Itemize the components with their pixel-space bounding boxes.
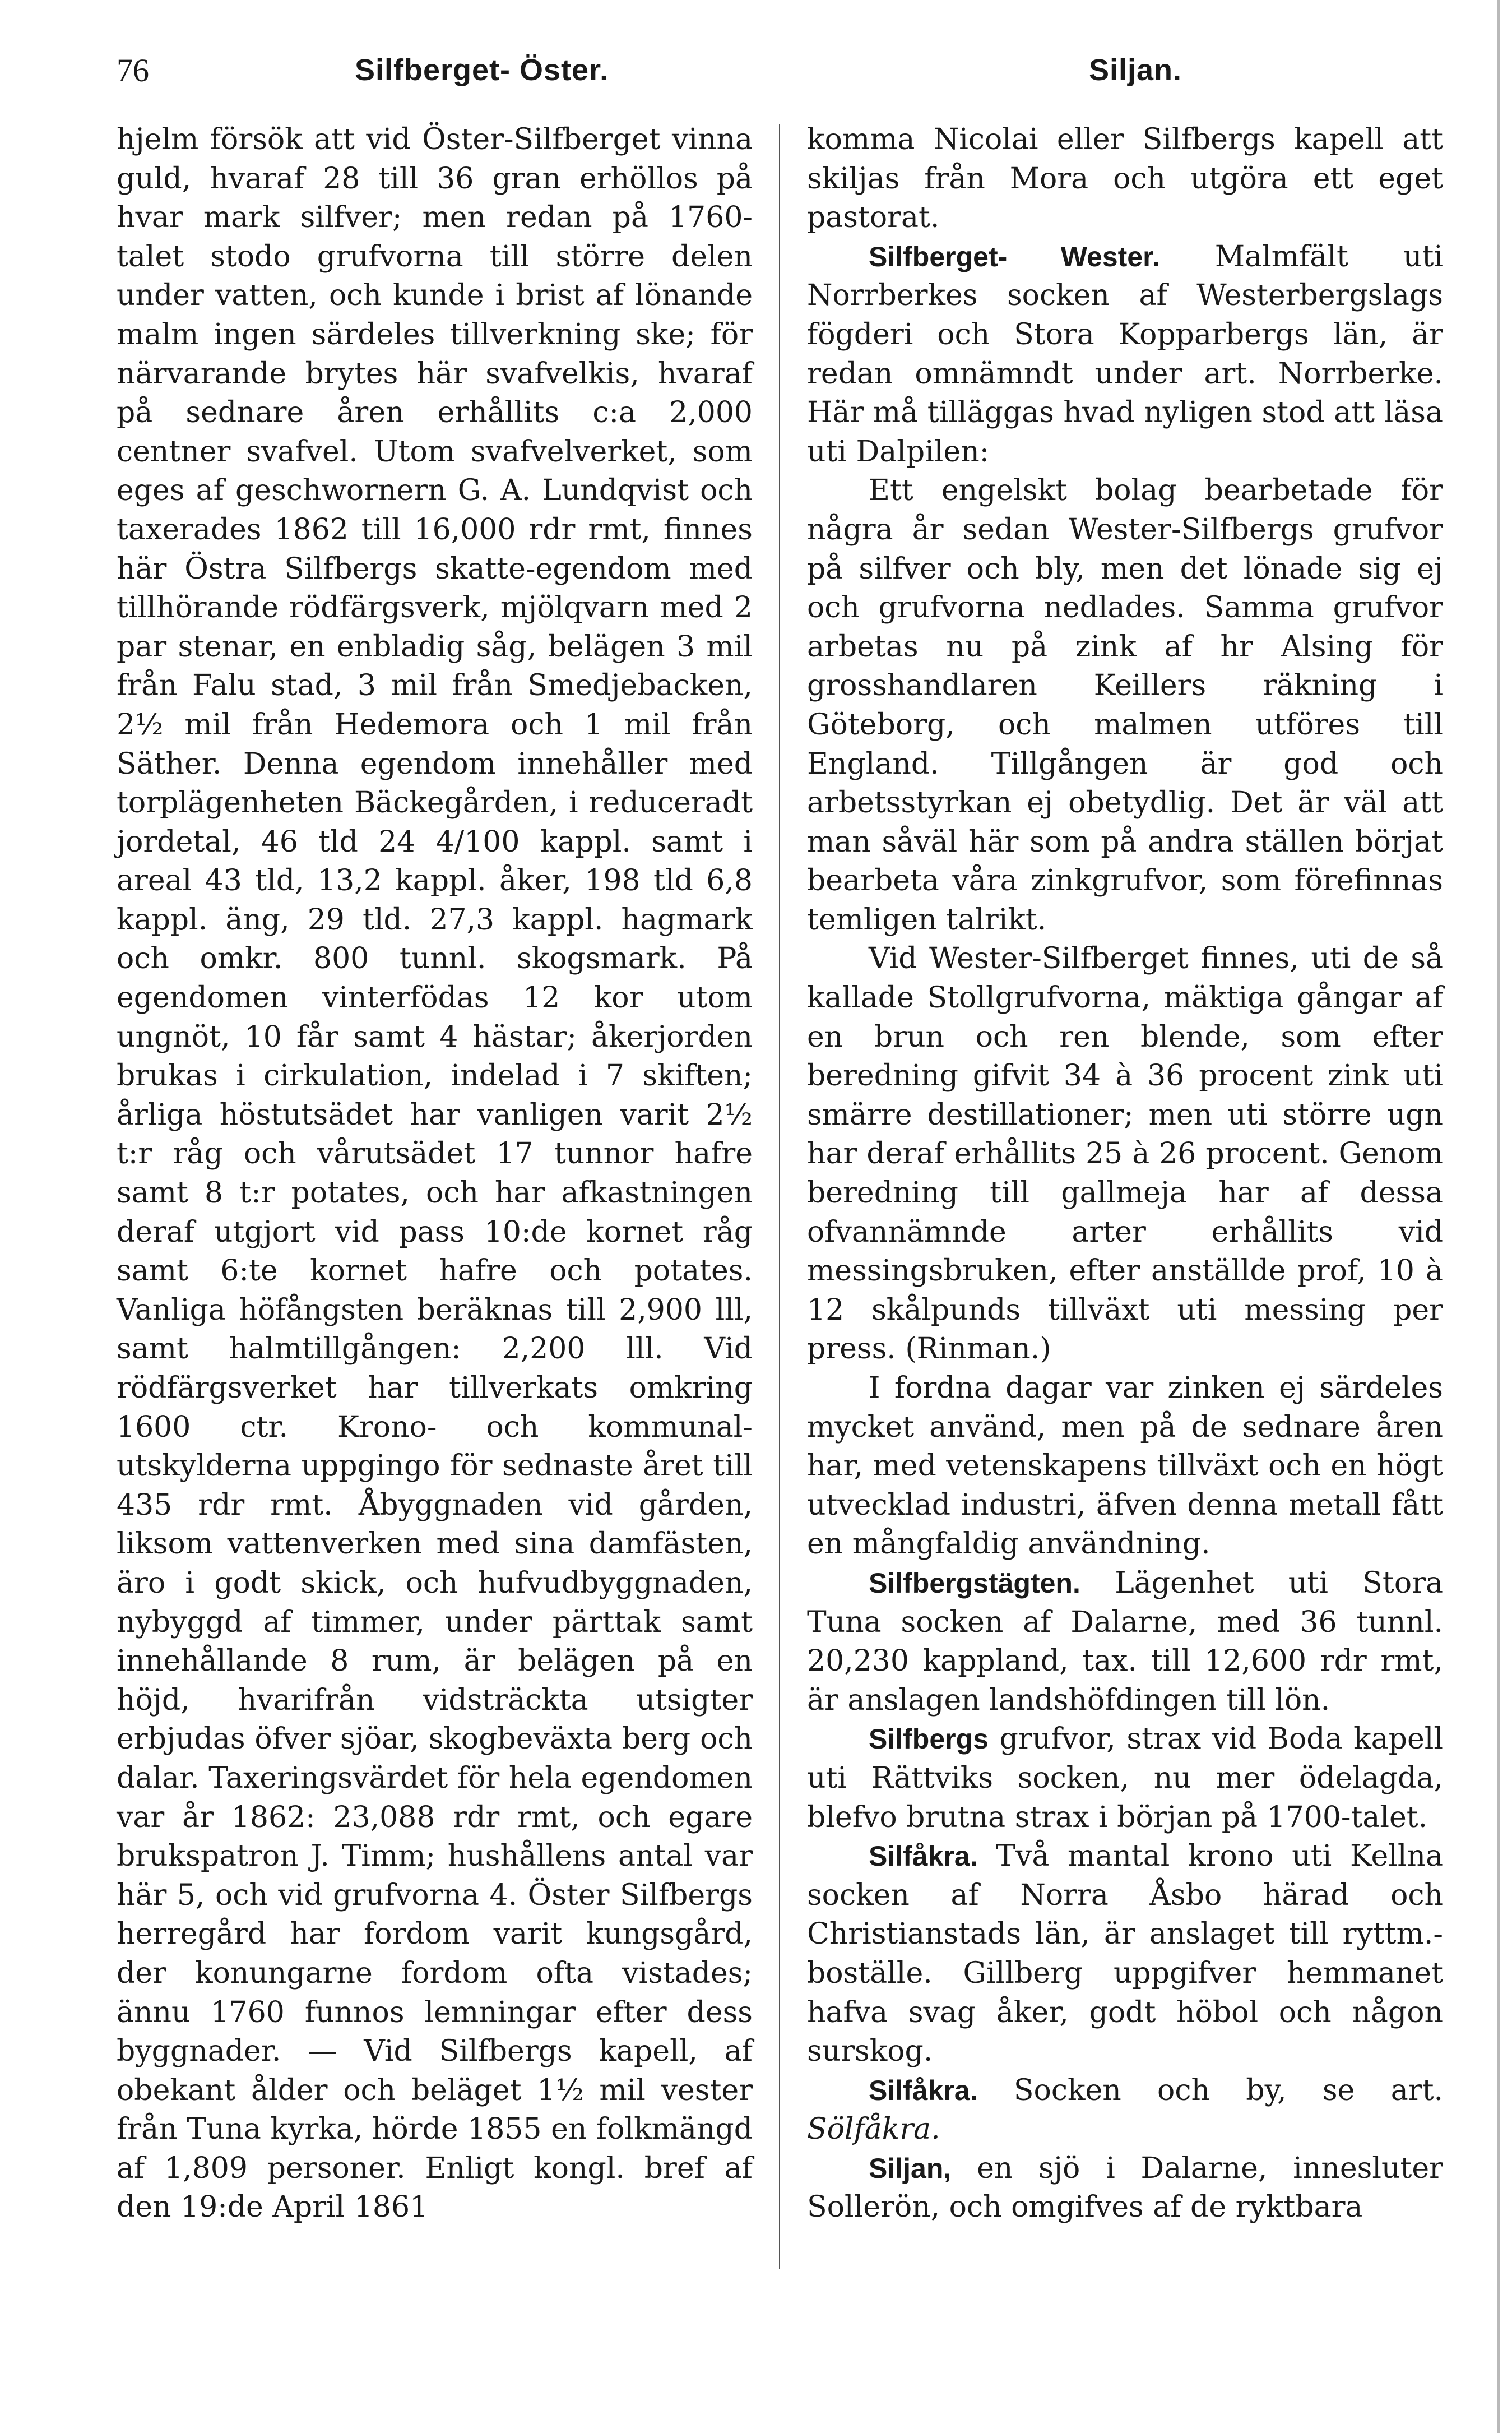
quote-paragraph: I fordna dagar var zinken ej särdeles mycket använd, men på de sednare åren har, med vetenskapens tillväxt och en högt utvecklad industri, äfven denna metall fått en mångfaldig användning. — [807, 1371, 1443, 1561]
column-divider — [779, 124, 780, 2269]
entry-body: Socken och by, se art. — [1013, 2073, 1444, 2107]
page-header — [117, 52, 1462, 102]
entry-body: Två mantal krono uti Kellna socken af Norra Åsbo härad och Christianstads län, är anslaget till ryttm.-boställe. Gillberg uppgifver hemmanet hafva svag åker, godt höbol och någon surskog. — [807, 1839, 1443, 2069]
entry-body: Malmfält uti Norrberkes socken af Westerbergslags fögderi och Stora Kopparbergs län, är redan omnämndt under art. Norrberke. Här må tilläggas hvad nyligen stod att läsa uti Dalpilen: — [807, 239, 1444, 469]
entry-body: grufvor, strax vid Boda kapell uti Rättviks socken, nu mer ödelagda, blefvo brutna strax i början på 1700-talet. — [807, 1722, 1444, 1834]
entry-headword: Silfbergs — [869, 1723, 989, 1755]
entry-silfakra-1 — [807, 1837, 1443, 2071]
entry-body: Lägenhet uti Stora Tuna socken af Dalarne, med 36 tunnl. 20,230 kappland, tax. till 12,600 rdr rmt, är anslagen landshöfdingen till lön. — [807, 1566, 1443, 1717]
page-edge-shadow — [1497, 0, 1500, 2433]
entry-headword: Siljan, — [869, 2152, 952, 2184]
right-column — [807, 121, 1443, 2227]
cross-reference: Sölfåkra. — [807, 2112, 940, 2147]
entry-headword: Silfåkra. — [869, 2074, 978, 2106]
page-number: 76 — [117, 52, 149, 89]
entry-silfberget-wester — [807, 238, 1443, 472]
entry-silfbergs — [807, 1720, 1443, 1837]
entry-headword: Silfberget- Wester. — [869, 240, 1160, 272]
entry-siljan — [807, 2149, 1443, 2227]
running-head-left: Silfberget- Öster. — [355, 53, 609, 87]
running-head-right: Siljan. — [1089, 53, 1182, 87]
entry-silfakra-2 — [807, 2071, 1443, 2149]
left-column — [117, 121, 753, 2227]
quote-paragraph: Ett engelskt bolag bearbetade för några år sedan Wester-Silfbergs grufvor på silfver och bly, men det lönade sig ej och grufvorna nedlades. Samma grufvor arbetas nu på zink af hr Alsing för grosshandlaren Keillers räkning i Göteborg, och malmen utföres till England. Tillgången är god och arbetsstyrkan ej obetydlig. Det är väl att man såväl här som på andra ställen börjat bearbeta våra zinkgrufvor, som förefinnas temligen talrikt. — [807, 474, 1443, 937]
continuation-paragraph: komma Nicolai eller Silfbergs kapell att skiljas från Mora och utgöra ett eget pastorat. — [807, 123, 1443, 235]
entry-headword: Silfbergstägten. — [869, 1567, 1080, 1599]
left-column-text: hjelm försök att vid Öster-Silfberget vinna guld, hvaraf 28 till 36 gran erhöllos på hvar mark silfver; men redan på 1760-talet stodo grufvorna till större delen under vatten, och kunde i brist af lönande malm ingen särdeles tillverkning ske; för närvarande brytes här svafvelkis, hvaraf på sednare åren erhållits c:a 2,000 centner svafvel. Utom svafvelverket, som eges af geschwornern G. A. Lundqvist och taxerades 1862 till 16,000 rdr rmt, finnes här Östra Silfbergs skatte-egendom med tillhörande rödfärgsverk, mjölqvarn med 2 par stenar, en enbladig såg, belägen 3 mil från Falu stad, 3 mil från Smedjebacken, 2½ mil från Hedemora och 1 mil från Säther. Denna egendom innehåller med torplägenheten Bäckegården, i reduceradt jordetal, 46 tld 24 4/100 kappl. samt i areal 43 tld, 13,2 kappl. åker, 198 tld 6,8 kappl. äng, 29 tld. 27,3 kappl. hagmark och omkr. 800 tunnl. skogsmark. På egendomen vinterfödas 12 kor utom ungnöt, 10 får samt 4 hästar; åkerjorden brukas i cirkulation, indelad i 7 skiften; årliga höstutsädet har vanligen varit 2½ t:r råg och vårutsädet 17 tunnor hafre samt 8 t:r potates, och har afkastningen deraf utgjort vid pass 10:de kornet råg samt 6:te kornet hafre och potates. Vanliga höfångsten beräknas till 2,900 lll, samt halmtillgången: 2,200 lll. Vid rödfärgsverket har tillverkats omkring 1600 ctr. Krono- och kommunal-utskylderna uppgingo för sednaste året till 435 rdr rmt. Åbyggnaden vid gården, liksom vattenverken med sina damfästen, äro i godt skick, och hufvudbyggnaden, nybyggd af timmer, under pärttak samt innehållande 8 rum, är belägen på en höjd, hvarifrån vidsträckta utsigter erbjudas öfver sjöar, skogbeväxta berg och dalar. Taxeringsvärdet för hela egendomen var år 1862: 23,088 rdr rmt, och egare brukspatron J. Timm; hushållens antal var här 5, och vid grufvorna 4. Öster Silfbergs herregård har fordom varit kungsgård, der konungarne fordom ofta vistades; ännu 1760 funnos lemningar efter dess byggnader. — Vid Silfbergs kapell, af obekant ålder och beläget 1½ mil vester från Tuna kyrka, hörde 1855 en folkmängd af 1,809 personer. Enligt kongl. bref af den 19:de April 1861 — [117, 123, 753, 2224]
quote-paragraph: Vid Wester-Silfberget finnes, uti de så kallade Stollgrufvorna, mäktiga gångar af en brun och ren blende, som efter beredning gifvit 34 à 36 procent zink uti smärre destillationer; men uti större ugn har deraf erhållits 25 à 26 procent. Genom beredning till gallmeja har af dessa ofvannämnde arter erhållits vid messingsbruken, efter anställde prof, 10 à 12 skålpunds tillväxt uti messing per press. (Rinman.) — [807, 942, 1443, 1366]
entry-silfbergstagten — [807, 1564, 1443, 1720]
entry-body: en sjö i Dalarne, innesluter Sollerön, och omgifves af de ryktbara — [807, 2151, 1444, 2224]
entry-headword: Silfåkra. — [869, 1840, 978, 1872]
